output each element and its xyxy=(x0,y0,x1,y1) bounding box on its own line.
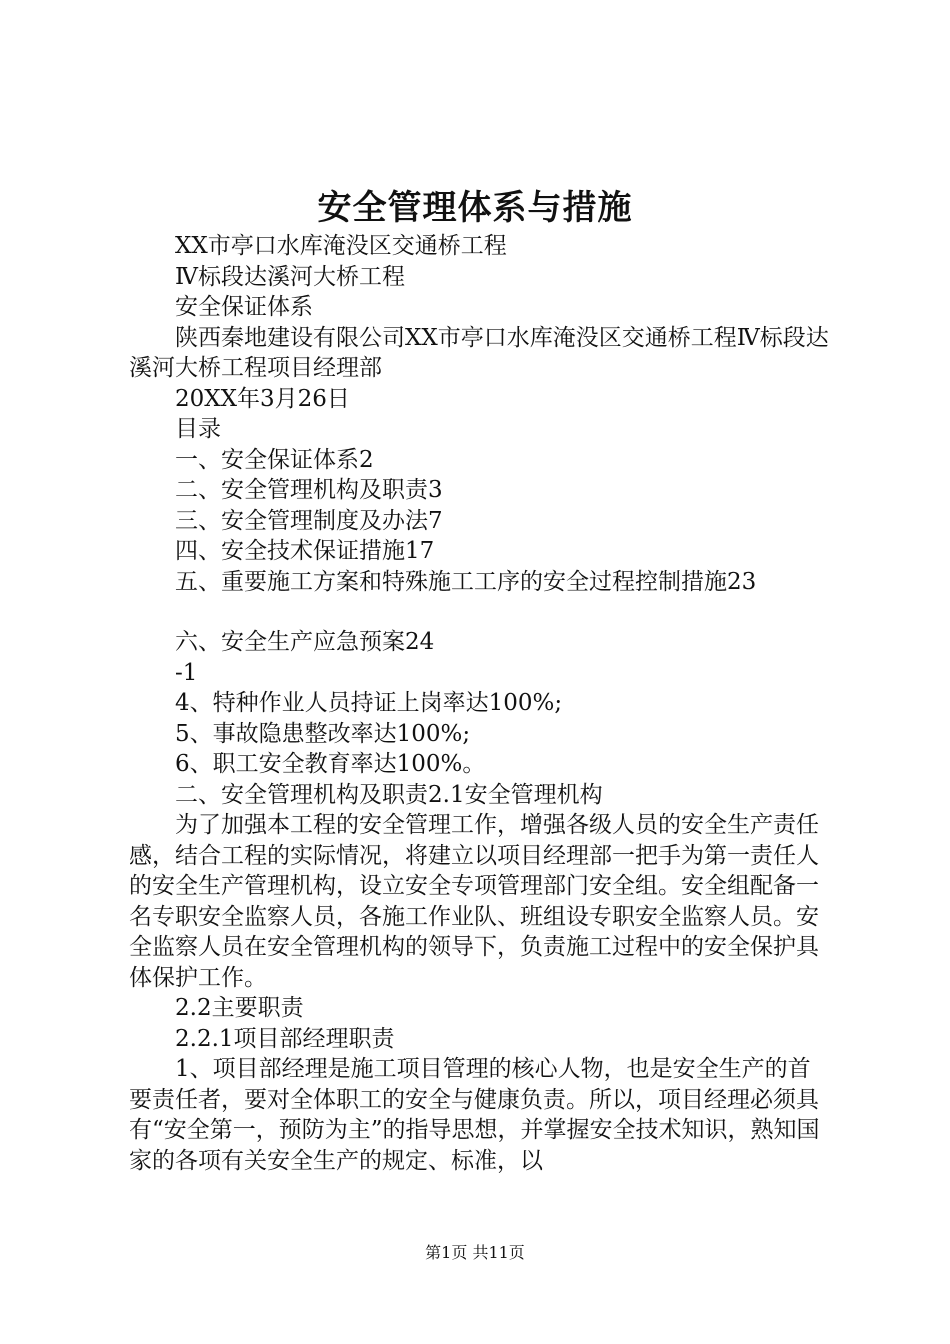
paragraph: 为了加强本工程的安全管理工作，增强各级人员的安全生产责任感，结合工程的实际情况，将建立以项目经理部一把手为第一责任人的安全生产管理机构，设立安全专项管理部门安全组。安全组配备一名专职安全监察人员，各施工作业队、班组设专职安全监察人员。安全监察人员在安全管理机构的领导下，负责施工过程中的安全保护具体保护工作。 xyxy=(129,812,819,991)
paragraph: XX市亭口水库淹没区交通桥工程 xyxy=(175,233,507,259)
paragraph: 1、项目部经理是施工项目管理的核心人物，也是安全生产的首要责任者，要对全体职工的安全与健康负责。所以，项目经理必须具有“安全第一，预防为主”的指导思想，并掌握安全技术知识，熟知国家的各项有关安全生产的规定、标准，以 xyxy=(129,1056,820,1174)
section-heading: 2.2主要职责 xyxy=(175,995,304,1021)
list-item: 4、特种作业人员持证上岗率达100%; xyxy=(175,690,563,716)
toc-heading: 目录 xyxy=(175,416,221,442)
section-heading: 2.2.1项目部经理职责 xyxy=(175,1025,395,1052)
document-body xyxy=(129,231,829,1176)
toc-item: 一、安全保证体系2 xyxy=(175,446,374,473)
toc-item: 六、安全生产应急预案24 xyxy=(175,629,435,655)
page-footer: 第1页 共11页 xyxy=(425,1243,525,1262)
paragraph: Ⅳ标段达溪河大桥工程 xyxy=(175,263,405,290)
toc-item: 四、安全技术保证措施17 xyxy=(175,538,435,564)
toc-item: 五、重要施工方案和特殊施工工序的安全过程控制措施23 xyxy=(175,568,757,595)
list-item: 6、职工安全教育率达100%。 xyxy=(175,751,486,777)
section-heading: 二、安全管理机构及职责2.1安全管理机构 xyxy=(175,781,603,808)
paragraph: 20XX年3月26日 xyxy=(175,385,350,412)
list-item: 5、事故隐患整改率达100%; xyxy=(175,720,471,747)
paragraph: 安全保证体系 xyxy=(175,294,313,320)
toc-item: 三、安全管理制度及办法7 xyxy=(175,507,443,534)
toc-item: 二、安全管理机构及职责3 xyxy=(175,477,443,503)
paragraph: 陕西秦地建设有限公司XX市亭口水库淹没区交通桥工程Ⅳ标段达溪河大桥工程项目经理部 xyxy=(129,324,829,381)
document-title: 安全管理体系与措施 xyxy=(317,188,633,228)
paragraph: -1 xyxy=(175,659,198,686)
